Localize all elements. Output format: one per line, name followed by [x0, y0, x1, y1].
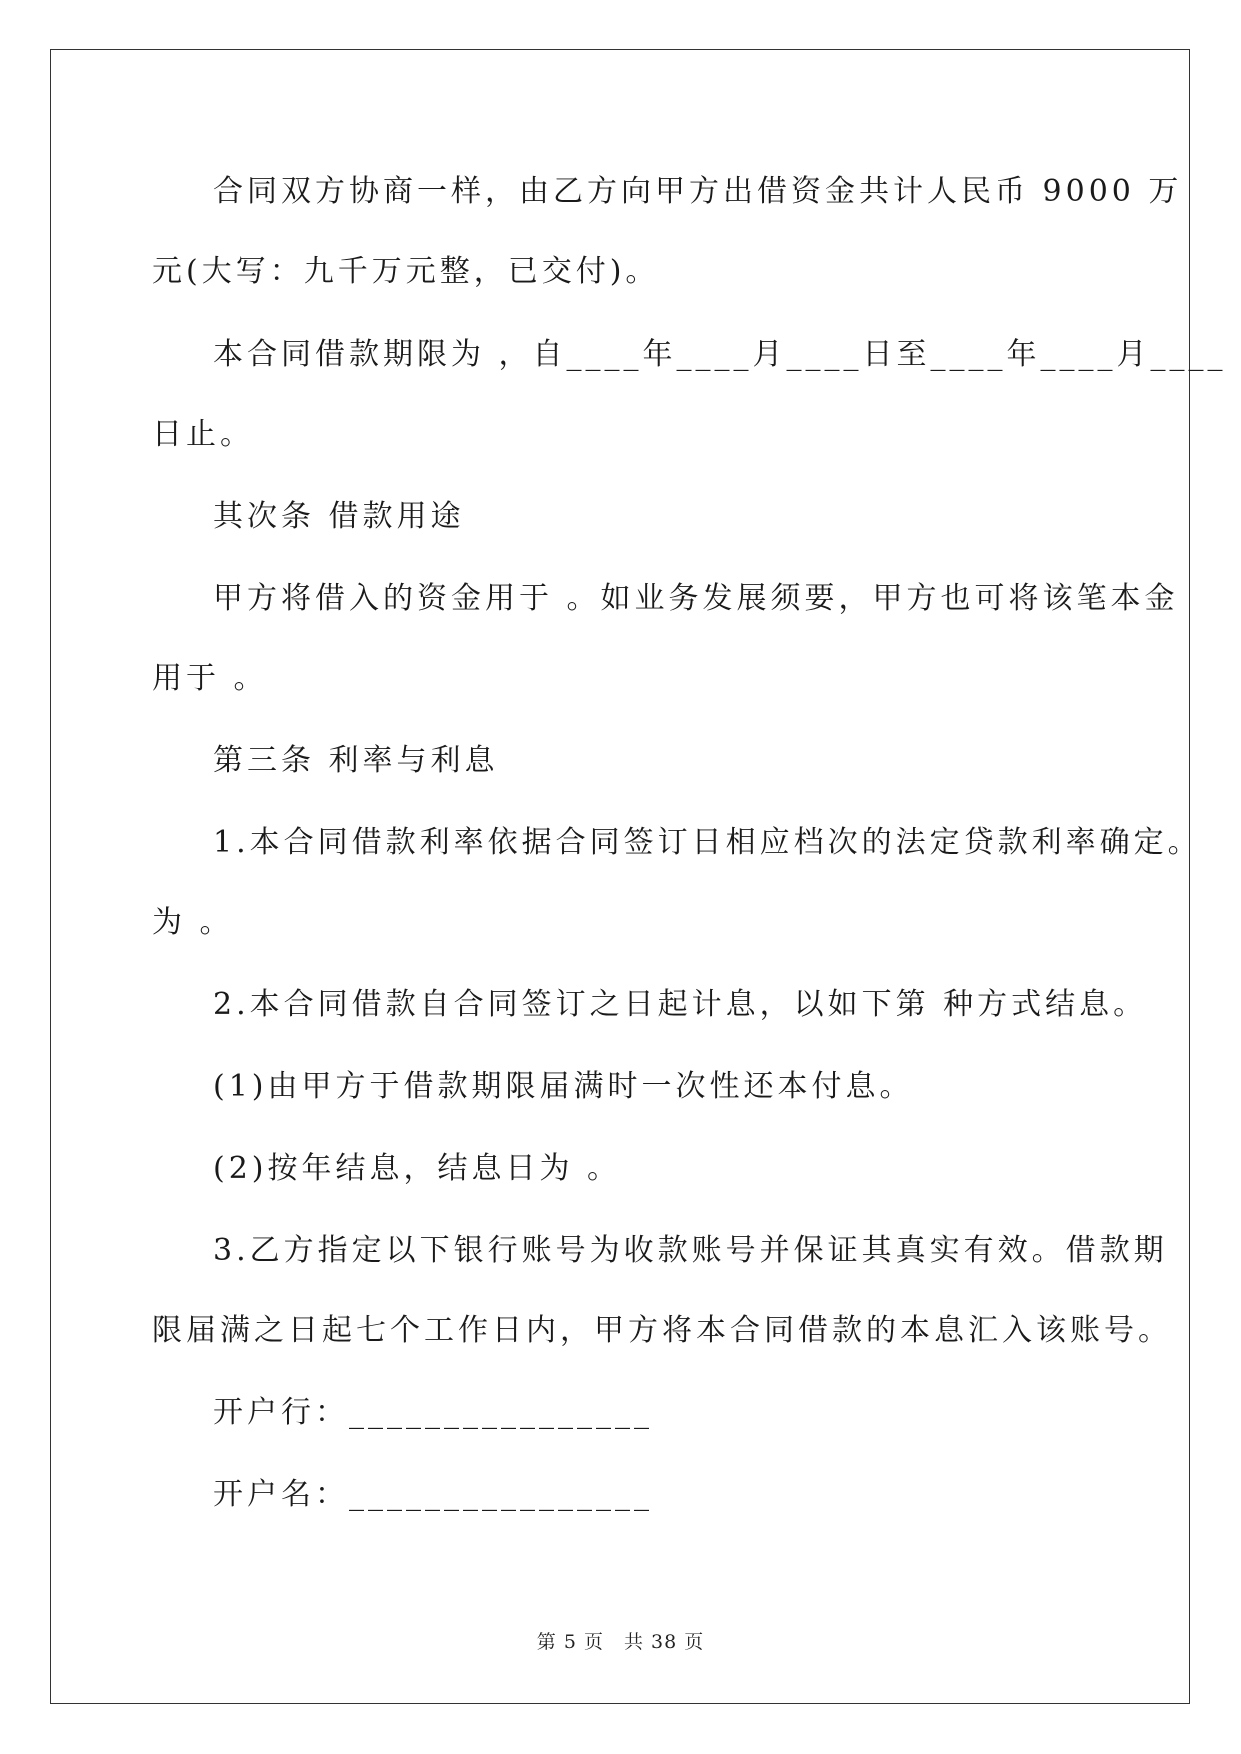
paragraph-loan-purpose-cont: 用于 。 — [152, 661, 268, 696]
field-account-name: 开户名：________________ — [213, 1477, 653, 1512]
paragraph-loan-purpose: 甲方将借入的资金用于 。如业务发展须要，甲方也可将该笔本金 — [213, 581, 1179, 616]
page-number: 第 5 页 共 38 页 — [536, 1631, 705, 1653]
paragraph-loan-amount-cont: 元(大写：九千万元整，已交付)。 — [152, 254, 660, 289]
option-2: (2)按年结息，结息日为 。 — [213, 1151, 622, 1186]
heading-article-3: 第三条 利率与利息 — [213, 743, 499, 778]
clause-interest-rate-cont: 为 。 — [152, 905, 234, 940]
paragraph-loan-term: 本合同借款期限为 ，自____年____月____日至____年____月____ — [213, 337, 1227, 372]
clause-bank-account: 3.乙方指定以下银行账号为收款账号并保证其真实有效。借款期 — [213, 1233, 1168, 1268]
page-border — [50, 49, 1190, 1704]
option-1: (1)由甲方于借款期限届满时一次性还本付息。 — [213, 1069, 914, 1104]
clause-bank-account-cont: 限届满之日起七个工作日内，甲方将本合同借款的本息汇入该账号。 — [152, 1313, 1172, 1348]
clause-interest-rate: 1.本合同借款利率依据合同签订日相应档次的法定贷款利率确定。 — [213, 825, 1202, 860]
clause-interest-start: 2.本合同借款自合同签订之日起计息，以如下第 种方式结息。 — [213, 987, 1148, 1022]
field-bank-name: 开户行：________________ — [213, 1395, 653, 1430]
paragraph-loan-term-cont: 日止。 — [152, 417, 254, 452]
paragraph-loan-amount: 合同双方协商一样，由乙方向甲方出借资金共计人民币 9000 万 — [213, 174, 1183, 209]
heading-article-2: 其次条 借款用途 — [213, 499, 465, 534]
